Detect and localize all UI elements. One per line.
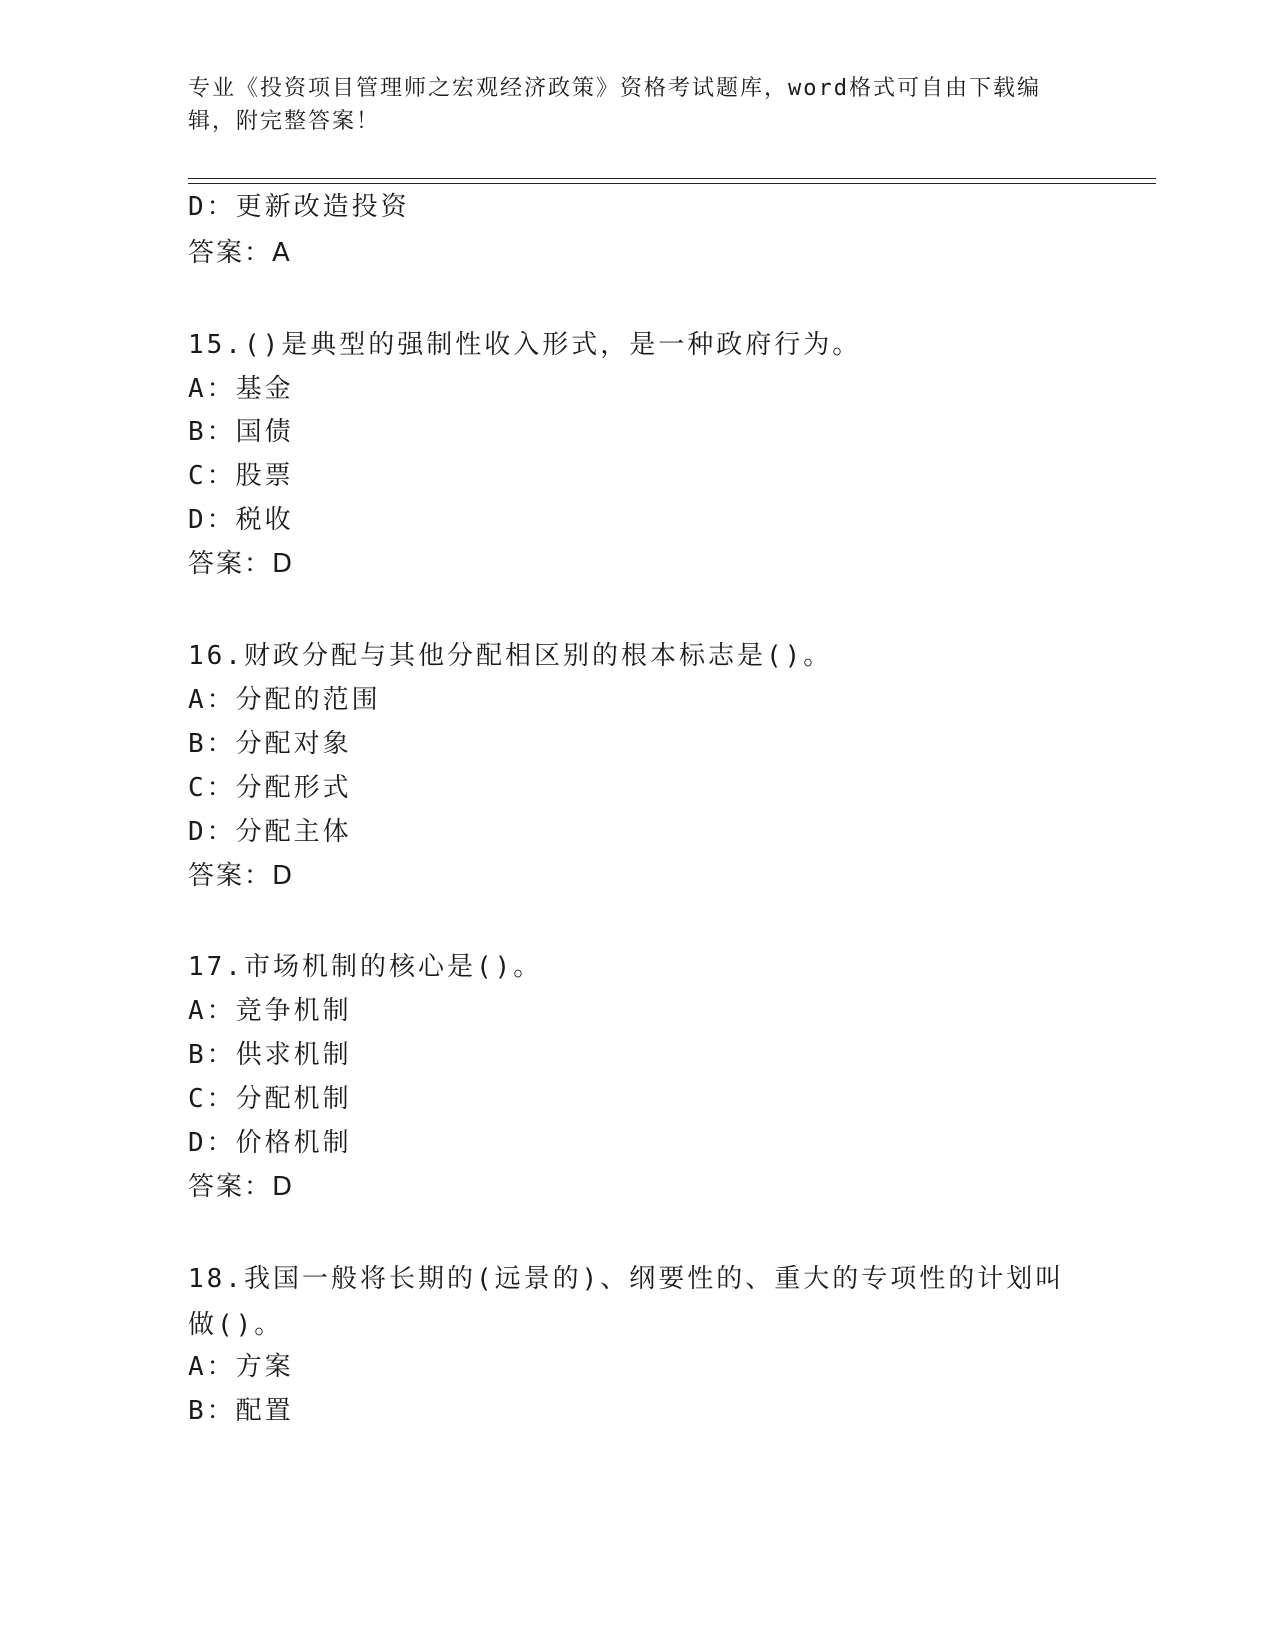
- option-c: C：股票: [188, 461, 294, 491]
- option-d: D：更新改造投资: [188, 192, 410, 222]
- option-b: B：国债: [188, 417, 294, 447]
- option-c: C：分配形式: [188, 773, 352, 803]
- option-a: A：方案: [188, 1352, 294, 1382]
- option-d: D：价格机制: [188, 1128, 352, 1158]
- header-divider-top: [188, 178, 1156, 179]
- option-b: B：供求机制: [188, 1040, 352, 1070]
- option-d: D：分配主体: [188, 817, 352, 847]
- question-16: 16.财政分配与其他分配相区别的根本标志是()。: [188, 641, 833, 671]
- option-b: B：分配对象: [188, 729, 352, 759]
- header-divider-bottom: [188, 183, 1156, 184]
- option-c: C：分配机制: [188, 1084, 352, 1114]
- answer-line: 答案：D: [188, 1172, 295, 1202]
- option-a: A：分配的范围: [188, 685, 381, 715]
- question-15: 15.()是典型的强制性收入形式，是一种政府行为。: [188, 330, 862, 360]
- option-a: A：竞争机制: [188, 996, 352, 1026]
- answer-line: 答案：D: [188, 549, 295, 579]
- option-d: D：税收: [188, 505, 294, 535]
- option-b: B：配置: [188, 1396, 294, 1426]
- answer-line: 答案：A: [188, 238, 292, 268]
- option-a: A：基金: [188, 374, 294, 404]
- document-header: 专业《投资项目管理师之宏观经济政策》资格考试题库，word格式可自由下载编辑，附完整答案！: [188, 76, 1041, 134]
- answer-line: 答案：D: [188, 861, 295, 891]
- question-18: 18.我国一般将长期的(远景的)、纲要性的、重大的专项性的计划叫做()。: [188, 1264, 1065, 1340]
- question-17: 17.市场机制的核心是()。: [188, 952, 543, 982]
